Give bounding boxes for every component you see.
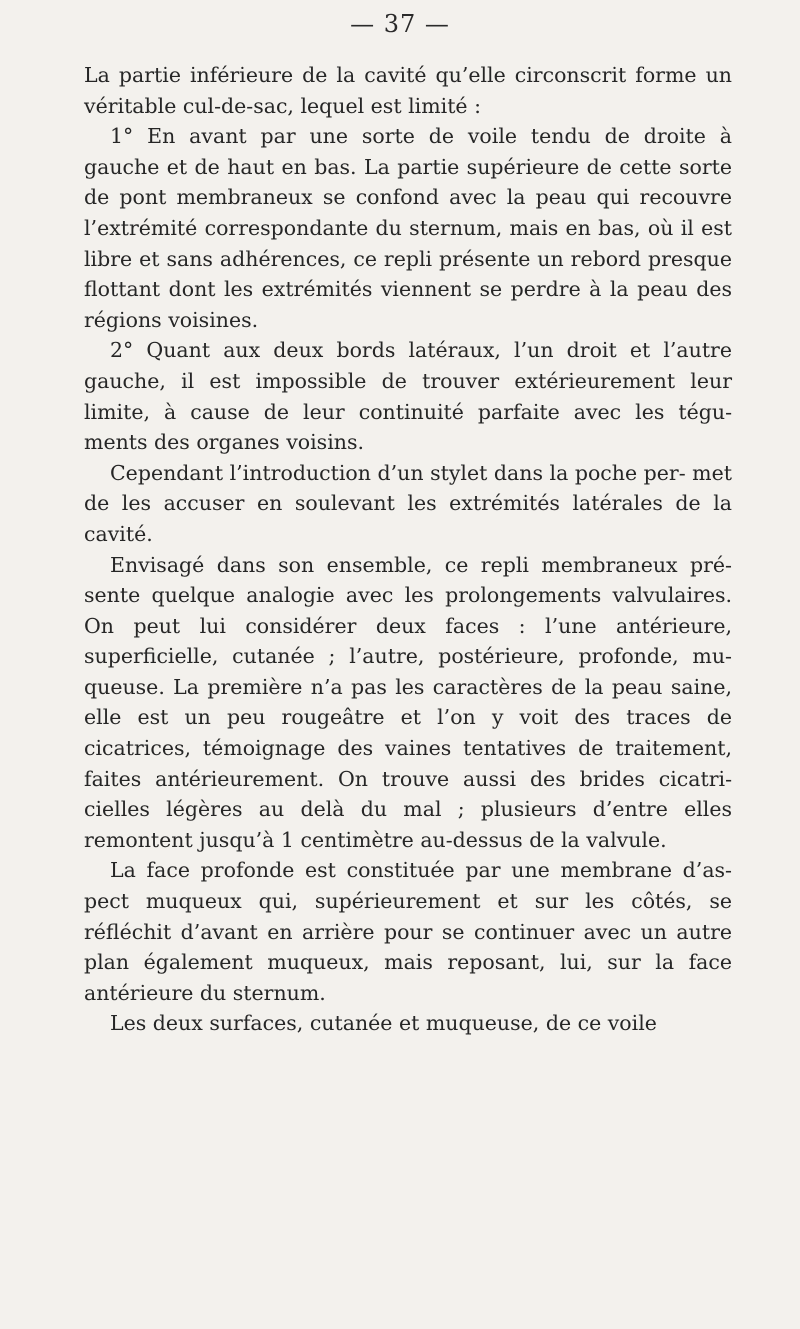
paragraph-point-one: 1° En avant par une sorte de voile tendu de droite à gauche et de haut en bas. La partie supérieure de cette sorte de pont membraneux se confond avec la peau qui recouvre l’extrémité correspondante du sternum, mais en bas, où il est libre et sans adhérences, ce repli présente un rebord presque flottant dont les extrémités viennent se perdre à la peau des régions voisines. bbox=[84, 124, 732, 332]
paragraph-overview: Envisagé dans son ensemble, ce repli membraneux pré- sente quelque analogie avec les prolongements valvulaires. On peut lui considérer deux faces : l’une antérieure, superficielle, cutanée ; l’autre, postérieure, profonde, mu- queuse. La première n’a pas les caractères de la peau saine, elle est un peu rougeâtre et l’on y voit des traces de cicatrices, témoignage des vaines tentatives de traitement, faites antérieurement. On trouve aussi des brides cicatri- cielles légères au delà du mal ; plusieurs d’entre elles remontent jusqu’à 1 centimètre au-dessus de la valvule. bbox=[84, 552, 732, 852]
paragraph-deep-face: La face profonde est constituée par une membrane d’as- pect muqueux qui, supérieurement et sur les côtés, se réfléchit d’avant en arrière pour se continuer avec un autre plan également muqueux, mais reposant, lui, sur la face antérieure du sternum. bbox=[84, 858, 732, 1005]
paragraph-stylet: Cependant l’introduction d’un stylet dans la poche per- met de les accuser en soulevant les extrémités latérales de la cavité. bbox=[84, 460, 732, 546]
paragraph-surfaces: Les deux surfaces, cutanée et muqueuse, de ce voile bbox=[110, 1011, 657, 1036]
paragraph-intro: La partie inférieure de la cavité qu’elle circonscrit forme un véritable cul-de-sac, lequel est limité : bbox=[84, 63, 732, 118]
paragraph-point-two: 2° Quant aux deux bords latéraux, l’un droit et l’autre gauche, il est impossible de trouver extérieurement leur limite, à cause de leur continuité parfaite avec les tégu- ments des organes voisins. bbox=[84, 338, 732, 455]
page-number: — 37 — bbox=[350, 10, 450, 38]
body-text bbox=[84, 60, 732, 1039]
